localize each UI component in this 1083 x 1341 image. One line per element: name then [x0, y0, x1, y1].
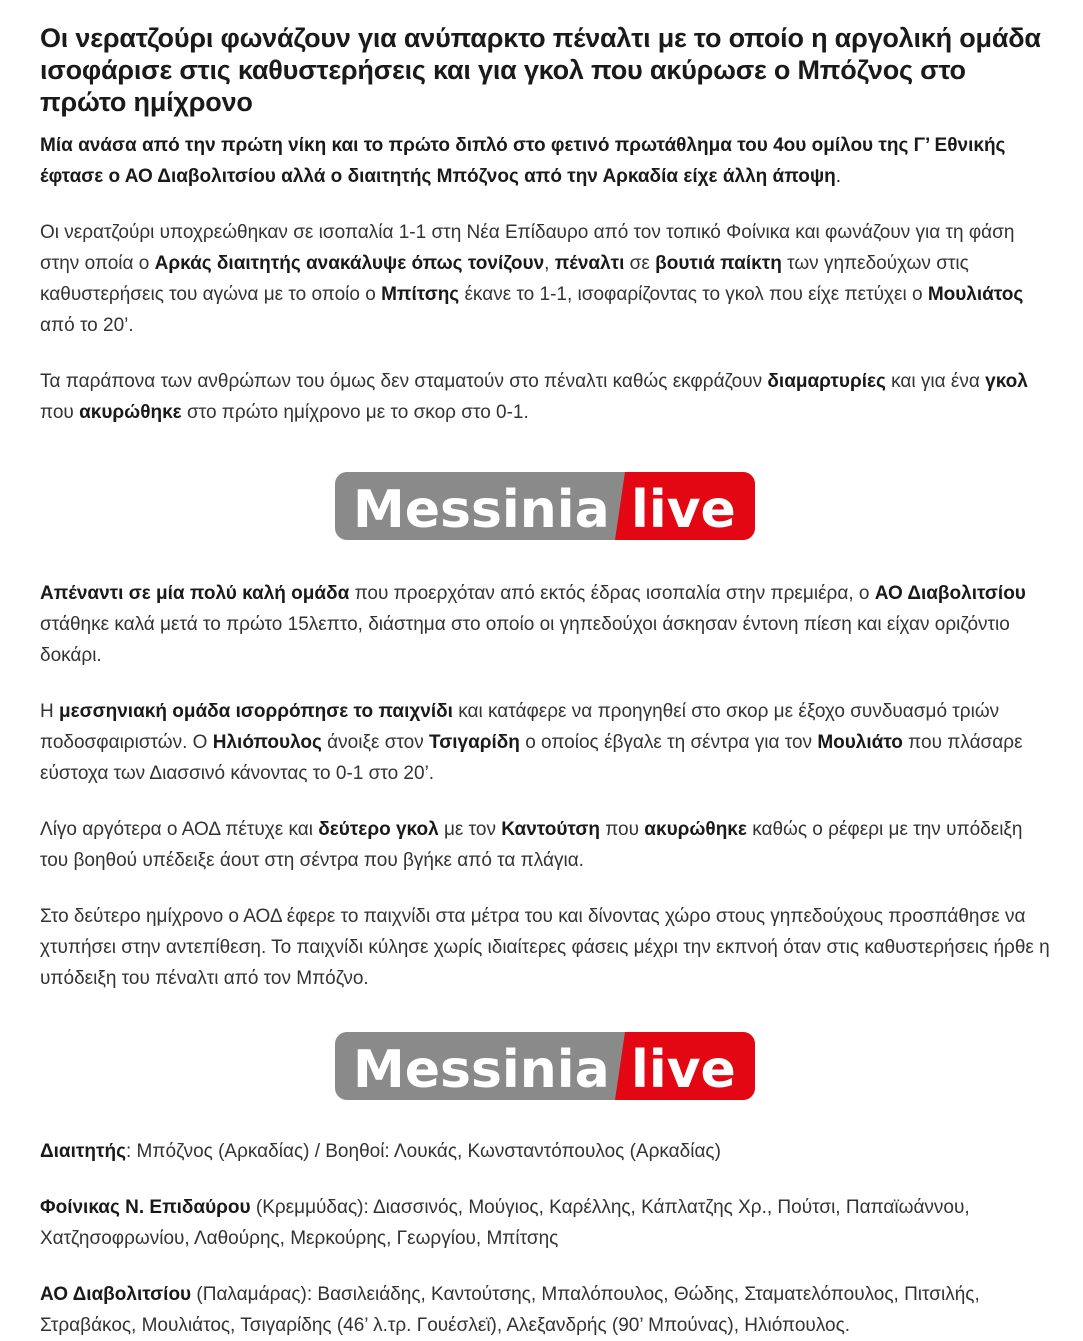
logo-word-live-2: live	[631, 1040, 736, 1100]
article-lead: Μία ανάσα από την πρώτη νίκη και το πρώτο διπλό στο φετινό πρωτάθλημα του 4ου ομίλου της Γ’ Εθνικής έφτασε ο ΑΟ Διαβολιτσίου αλλά ο διαιτητής Μπόζνος από την Αρκαδία είχε άλλη άποψη.	[40, 135, 1006, 187]
logo-word-live: live	[631, 480, 736, 540]
messinia-live-logo	[40, 472, 1050, 540]
messinia-live-logo-graphic	[335, 472, 755, 540]
paragraph-second-half: Στο δεύτερο ημίχρονο ο ΑΟΔ έφερε το παιχνίδι στα μέτρα του και δίνοντας χώρο στους γηπεδούχους προσπάθησε να χτυπήσει στην αντεπίθεση. Το παιχνίδι κύλησε χωρίς ιδιαίτερες φάσεις μέχρι την εκπνοή όταν στις καθυστερήσεις ήρθε η υπόδειξη του πέναλτι από τον Μπόζνο.	[40, 906, 1050, 989]
paragraph-away-lineup: ΑΟ Διαβολιτσίου (Παλαμάρας): Βασιλειάδης, Καντούτσης, Μπαλόπουλος, Θώδης, Σταματελόπουλος, Πιτσιλής, Στραβάκος, Μουλιάτος, Τσιγαρίδης (46’ λ.τρ. Γουέσλεϊ), Αλεξανδρής (90’ Μπούνας), Ηλιόπουλος.	[40, 1284, 980, 1336]
paragraph-goal: Η μεσσηνιακή ομάδα ισορρόπησε το παιχνίδι και κατάφερε να προηγηθεί στο σκορ με έξοχο συνδυασμό τριών ποδοσφαιριστών. Ο Ηλιόπουλος άνοιξε στον Τσιγαρίδη ο οποίος έβγαλε τη σέντρα για τον Μουλιάτο που πλάσαρε εύστοχα των Διασσινό κάνοντας το 0-1 στο 20’.	[40, 701, 1023, 784]
paragraph-first-half: Απέναντι σε μία πολύ καλή ομάδα που προερχόταν από εκτός έδρας ισοπαλία στην πρεμιέρα, ο ΑΟ Διαβολιτσίου στάθηκε καλά μετά το πρώτο 15λεπτο, διάστημα στο οποίο οι γηπεδούχοι άσκησαν έντονη πίεση και είχαν οριζόντιο δοκάρι.	[40, 583, 1026, 666]
logo-word-messinia-2: Messinia	[353, 1040, 610, 1100]
messinia-live-logo-2	[40, 1032, 1050, 1100]
paragraph-penalty: Οι νερατζούρι υποχρεώθηκαν σε ισοπαλία 1-1 στη Νέα Επίδαυρο από τον τοπικό Φοίνικα και φωνάζουν για τη φάση στην οποία ο Αρκάς διαιτητής ανακάλυψε όπως τονίζουν, πέναλτι σε βουτιά παίκτη των γηπεδούχων στις καθυστερήσεις του αγώνα με το οποίο ο Μπίτσης έκανε το 1-1, ισοφαρίζοντας το γκολ που είχε πετύχει ο Μουλιάτος από το 20’.	[40, 222, 1024, 336]
paragraph-complaints: Τα παράπονα των ανθρώπων του όμως δεν σταματούν στο πέναλτι καθώς εκφράζουν διαμαρτυρίες και για ένα γκολ που ακυρώθηκε στο πρώτο ημίχρονο με το σκορ στο 0-1.	[40, 371, 1028, 423]
article	[40, 22, 1050, 1341]
paragraph-home-lineup: Φοίνικας Ν. Επιδαύρου (Κρεμμύδας): Διασσινός, Μούγιος, Καρέλλης, Κάπλατζης Χρ., Πούτσι, Παπαϊωάννου, Χατζησοφρωνίου, Λαθούρης, Μερκούρης, Γεωργίου, Μπίτσης	[40, 1197, 970, 1249]
article-title: Οι νερατζούρι φωνάζουν για ανύπαρκτο πέναλτι με το οποίο η αργολική ομάδα ισοφάρισε στις καθυστερήσεις και για γκολ που ακύρωσε ο Μπόζνος στο πρώτο ημίχρονο	[40, 23, 1041, 117]
messinia-live-logo-graphic-2	[335, 1032, 755, 1100]
logo-word-messinia: Messinia	[353, 480, 610, 540]
paragraph-referee: Διαιτητής: Μπόζνος (Αρκαδίας) / Βοηθοί: Λουκάς, Κωνσταντόπουλος (Αρκαδίας)	[40, 1141, 721, 1162]
paragraph-disallowed-goal: Λίγο αργότερα ο ΑΟΔ πέτυχε και δεύτερο γκολ με τον Καντούτση που ακυρώθηκε καθώς ο ρέφερι με την υπόδειξη του βοηθού υπέδειξε άουτ στη σέντρα που βγήκε από τα πλάγια.	[40, 819, 1023, 871]
